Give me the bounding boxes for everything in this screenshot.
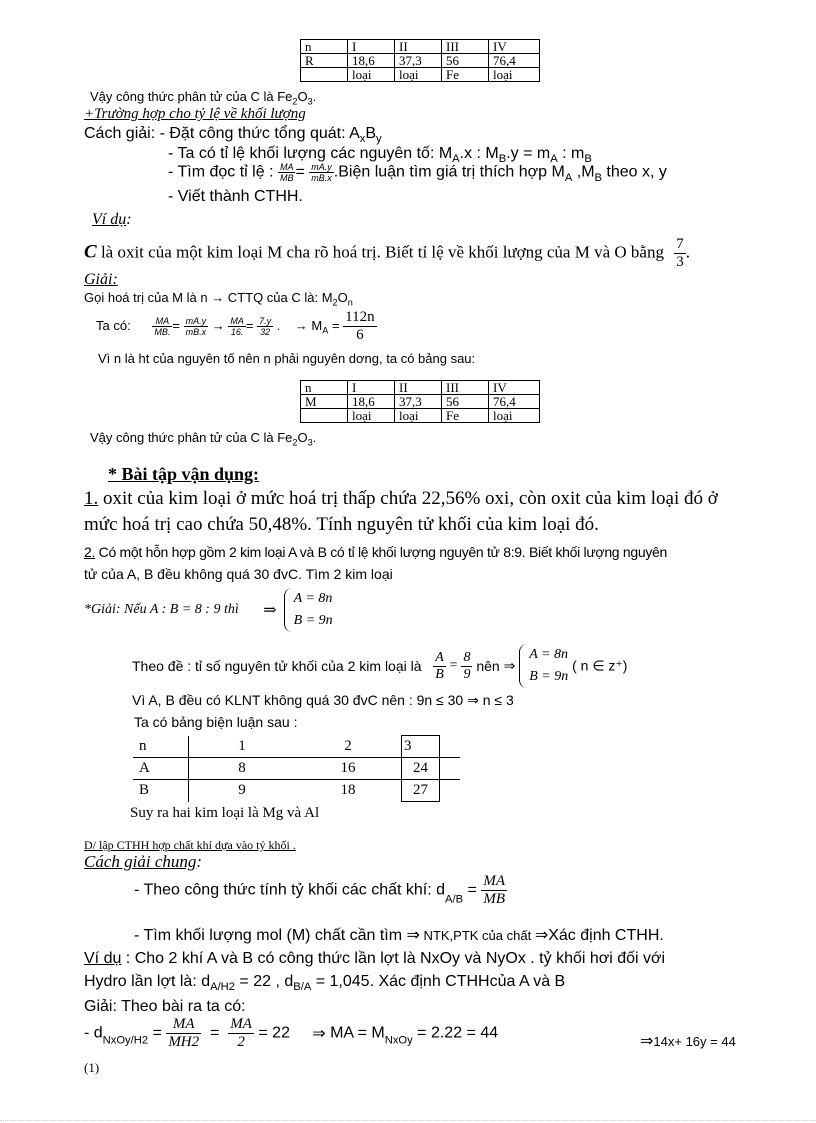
method-line-2: - Ta có tỉ lệ khối lượng các nguyên tố: $M_A.x$ : $M_B.y = m_A$ : $m_B$	[168, 145, 592, 166]
table-cell: 1	[189, 736, 296, 758]
table-row	[133, 780, 460, 802]
exercise-1: 1. oxit của kim loại ở mức hoá trị thấp chứa 22,56% oxi, còn oxit của kim loại đó ở	[84, 488, 718, 509]
table-cell: 3	[402, 736, 440, 758]
example-2: Ví dụ : Cho 2 khí A và B có công thức lần lợt là NxOy và NyOx . tỷ khối hơi đối với	[84, 950, 666, 967]
table-cell: Fe	[442, 68, 489, 82]
table-cell: B	[133, 780, 189, 802]
conclusion-1: Vậy công thức phân tử của C là $Fe_2O_3$.	[90, 89, 317, 107]
table-cell: IV	[489, 381, 540, 395]
method-line-3: - Tìm đọc tỉ lệ : $\frac{MA}{MB}$ = $\frac{mA.y}{mB.x}$ .Biện luận tìm giá trị thích hợp $M_A$ $,M_B$ theo x, y	[168, 162, 667, 184]
ratio-fraction: $\frac{mA.y}{mB.x}$	[311, 162, 332, 183]
example-2-cont: Hydro lần lợt là: $d_{A/H2} = 22$ , $d_{B/A} = 1,045$. Xác định CTHHcủa A và B	[84, 973, 566, 994]
general-method: Cách giải chung:	[84, 852, 203, 871]
table-cell: 18	[340, 782, 356, 799]
table-intro: Ta có bảng biện luận sau :	[134, 714, 298, 730]
final-equation-tail: ⇒14x+ 16y = 44	[640, 1033, 736, 1050]
table-cell: I	[348, 40, 395, 54]
equation-number: (1)	[84, 1060, 100, 1075]
find-mass-line: - Tìm khối lượng mol (M) chất cần tìm ⇒ NTK,PTK của chất ⇒Xác định CTHH.	[134, 927, 664, 944]
table-cell: n	[301, 381, 348, 395]
ratio-fraction: $\frac{MA}{MB}$	[279, 162, 294, 183]
table-cell: II	[395, 40, 442, 54]
table-cell: loại	[348, 68, 395, 82]
table-cell: loại	[489, 68, 540, 82]
problem-statement: C là oxit của một kim loại M cha rõ hoá trị. Biết tỉ lệ về khối lượng của M và O bằng $\frac{7}{3}$ .	[84, 236, 690, 270]
table-cell: loại	[348, 409, 395, 423]
solution-label: Giải:	[84, 271, 118, 288]
integer-note: Vì n là ht của nguyên tố nên n phải nguyên dơng, ta có bảng sau:	[98, 351, 476, 366]
table-cell	[301, 68, 348, 82]
table-cell: loại	[489, 409, 540, 423]
table-row	[133, 758, 460, 780]
table-cell: 37,3	[395, 395, 442, 409]
solution-3: Giải: Theo bài ra ta có:	[84, 998, 246, 1015]
table-cell: n	[301, 40, 348, 54]
table-row	[301, 68, 540, 82]
table-row	[301, 40, 540, 54]
table-cell: 56	[442, 395, 489, 409]
table-2	[300, 380, 540, 423]
table-cell: 27	[402, 780, 440, 802]
table-cell: 76,4	[489, 54, 540, 68]
equation-system: A = 8n B = 9n	[519, 644, 568, 688]
table-cell: 16	[295, 758, 402, 780]
table-cell: III	[442, 40, 489, 54]
table-cell: loại	[395, 409, 442, 423]
table-3	[133, 735, 460, 802]
exercise-1-cont: mức hoá trị cao chứa 50,48%. Tính nguyên tử khối của kim loại đó.	[84, 514, 599, 535]
table-row	[301, 381, 540, 395]
table-cell: A	[133, 758, 189, 780]
table-cell: 56	[442, 54, 489, 68]
table-cell: 2	[295, 736, 402, 758]
table-cell: 18,6	[348, 54, 395, 68]
table-1	[300, 39, 540, 82]
solution-2: *Giải: Nếu A : B = 8 : 9 thì ⇒ A = 8n B = 9n	[84, 588, 333, 632]
exercise-heading: * Bài tập vận dụng:	[108, 464, 260, 484]
table-row	[301, 395, 540, 409]
table-cell: 9	[238, 782, 246, 799]
formula-density: - Theo công thức tính tỷ khối các chất khí: $d_{A/B}$ = $\frac{MA}{MB}$	[134, 873, 505, 907]
table-row	[133, 736, 460, 758]
table-cell: 76,4	[489, 395, 540, 409]
table-cell: 24	[402, 758, 440, 780]
table-cell: R	[301, 54, 348, 68]
table-cell: loại	[395, 68, 442, 82]
table-cell: III	[442, 381, 489, 395]
example-label: Ví dụ:	[92, 211, 132, 228]
result-line: Suy ra hai kim loại là Mg và Al	[130, 805, 320, 821]
table-row	[301, 409, 540, 423]
ratio-7-3: $\frac{7}{3}$	[676, 236, 684, 270]
table-cell: IV	[489, 40, 540, 54]
table-cell	[301, 409, 348, 423]
table-cell: II	[395, 381, 442, 395]
equation-system: A = 8n B = 9n	[284, 588, 333, 632]
theo-de-line: Theo đề : tỉ số nguyên tử khối của 2 kim loại là $\frac{A}{B}$ = $\frac{8}{9}$ nên ⇒ A = 8n B = 9n ( n ∈ z⁺)	[132, 644, 627, 688]
ratio-derivation: Ta có: $\frac{MA}{MB.}$ = $\frac{mA.y}{mB.x}$ → $\frac{MA}{16.}$ = $\frac{7.y}{32}$ . → $M_A$ = $\frac{112n}{6}$	[96, 309, 375, 343]
exercise-2: 2. Có một hỗn hợp gồm 2 kim loại A và B có tỉ lệ khối lượng nguyên tử 8:9. Biết khối lượng nguyên	[84, 544, 668, 560]
table-cell: M	[301, 395, 348, 409]
section-d-heading: D/ lập CTHH hợp chất khí dựa vào tỷ khối .	[84, 838, 296, 852]
let-valence: Gọi hoá trị của M là n → CTTQ của C là: $M_2O_n$	[84, 290, 353, 308]
heading-mass-ratio: +Trường hợp cho tỷ lệ về khối lượng	[84, 106, 306, 122]
table-cell: Fe	[442, 409, 489, 423]
conclusion-2: Vậy công thức phân tử của C là $Fe_2O_3$.	[90, 430, 317, 448]
table-cell: 8	[189, 758, 296, 780]
table-cell: 18,6	[348, 395, 395, 409]
table-cell: 37,3	[395, 54, 442, 68]
final-equation: - $d_{NxOy/H2}$ = $\frac{MA}{MH2}$ = $\frac{MA}{2}$ = 22 ⇒ MA = $M_{NxOy} = 2.22 = 44$	[84, 1016, 499, 1050]
table-cell: I	[348, 381, 395, 395]
method-line-4: - Viết thành CTHH.	[168, 188, 303, 205]
page-divider	[0, 1120, 816, 1121]
method-line-1: Cách giải: - Đặt công thức tổng quát: $A_xB_y$	[84, 125, 382, 146]
constraint-line: Vì A, B đều có KLNT không quá 30 đvC nên : 9n ≤ 30 ⇒ n ≤ 3	[132, 692, 514, 708]
table-row	[301, 54, 540, 68]
exercise-2-cont: tử của A, B đều không quá 30 đvC. Tìm 2 kim loại	[84, 566, 393, 582]
table-cell: n	[133, 736, 189, 758]
